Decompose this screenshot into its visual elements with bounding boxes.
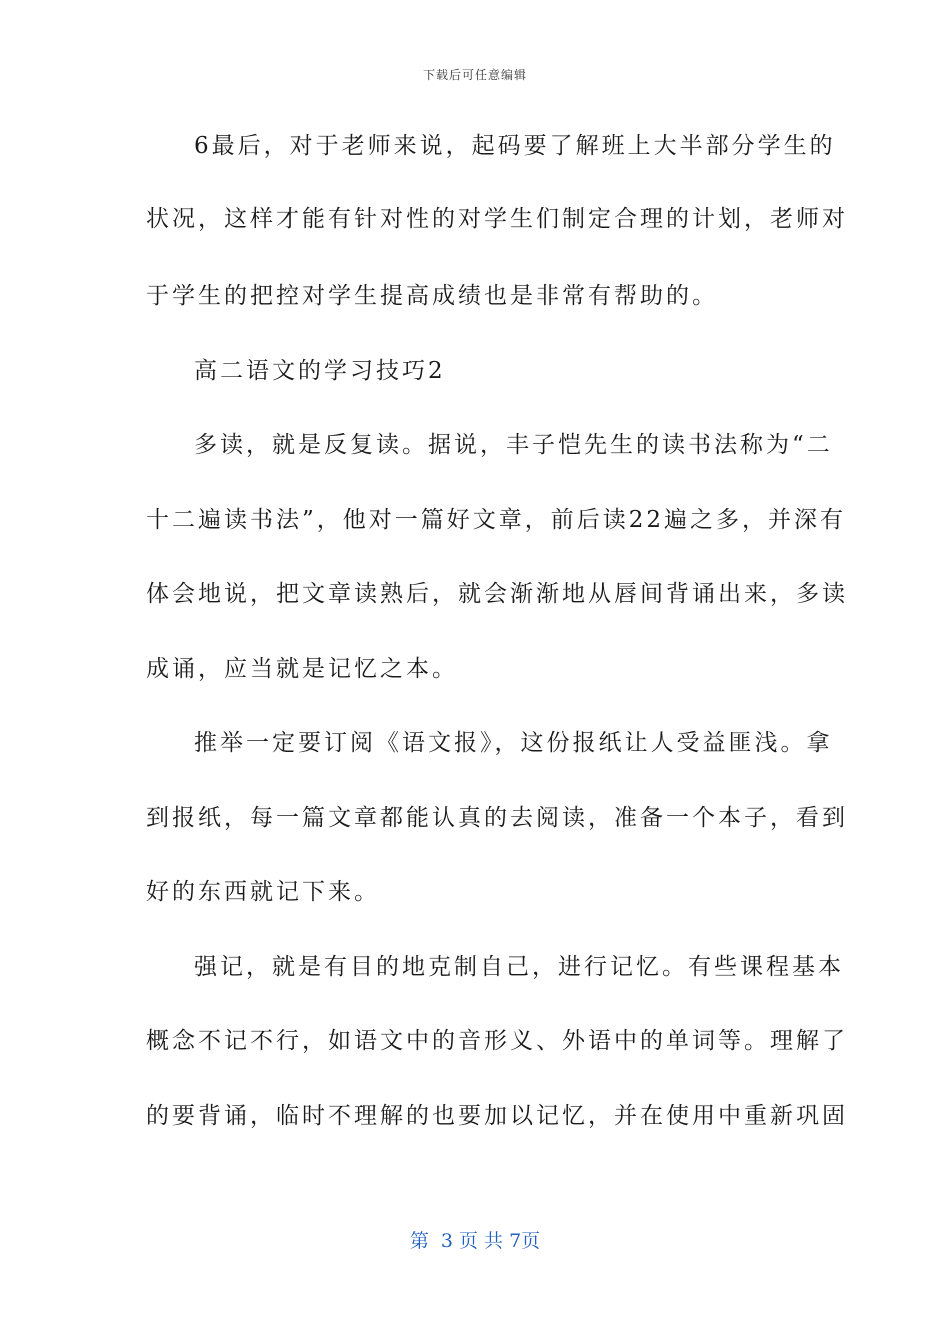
text-line: 6最后，对于老师来说，起码要了解班上大半部分学生的 (194, 133, 836, 159)
text-line: 成诵，应当就是记忆之本。 (146, 656, 458, 682)
text-line: 体会地说，把文章读熟后，就会渐渐地从唇间背诵出来，多读 (146, 581, 848, 607)
text-line: 多读，就是反复读。据说，丰子恺先生的读书法称为“二 (194, 432, 833, 458)
page-header: 下载后可任意编辑 (422, 68, 527, 82)
text-line: 状况，这样才能有针对性的对学生们制定合理的计划，老师对 (146, 206, 848, 232)
text-line: 到报纸，每一篇文章都能认真的去阅读，准备一个本子，看到 (146, 805, 848, 831)
text-line: 于学生的把控对学生提高成绩也是非常有帮助的。 (146, 283, 718, 309)
text-line: 好的东西就记下来。 (146, 879, 380, 905)
page-number: 第 3 页 共 7页 (409, 1230, 541, 1252)
text-line: 强记，就是有目的地克制自己，进行记忆。有些课程基本 (194, 954, 844, 980)
text-line: 的要背诵，临时不理解的也要加以记忆，并在使用中重新巩固 (146, 1103, 848, 1129)
section-heading: 高二语文的学习技巧2 (194, 358, 446, 384)
text-line: 推举一定要订阅《语文报》，这份报纸让人受益匪浅。拿 (194, 730, 833, 756)
text-line: 十二遍读书法”，他对一篇好文章，前后读22遍之多，并深有 (146, 507, 847, 533)
text-line: 概念不记不行，如语文中的音形义、外语中的单词等。理解了 (146, 1028, 848, 1054)
